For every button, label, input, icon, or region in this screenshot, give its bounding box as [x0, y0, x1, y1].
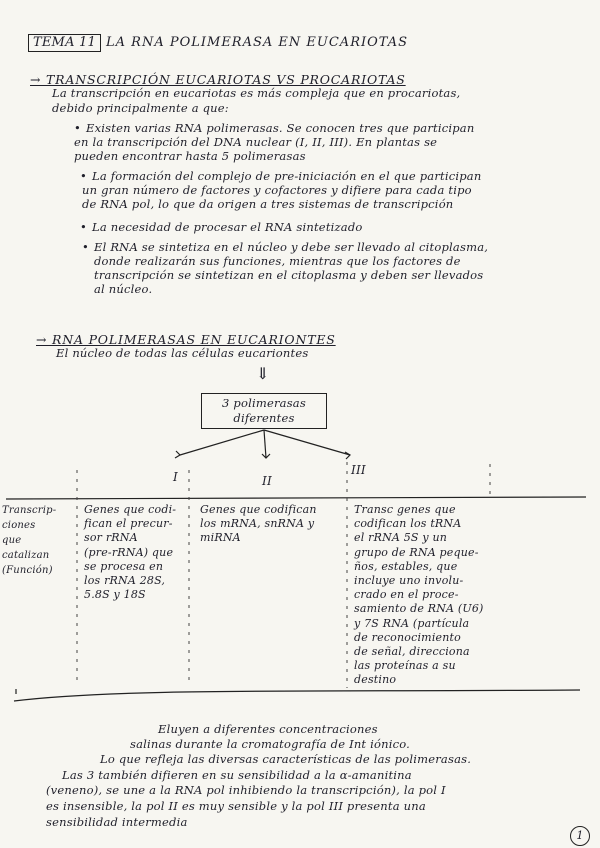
- bullet-item: • El RNA se sintetiza en el núcleo y debe ser llevado al citoplasma, donde realizarán sus funciones, mientras que los factores de transcripción se sintetizan en el citoplasma y deben ser llevados al núcleo.: [94, 240, 600, 296]
- bullet-item: • La formación del complejo de pre-iniciación en el que participan un gran número de factores y cofactores y difiere para cada tipo de RNA pol, lo que da origen a tres sistemas de transcripción: [92, 169, 600, 211]
- intro-line-2: debido principalmente a que:: [52, 101, 229, 115]
- pol-ii-description: Genes que codifican los mRNA, snRNA y miRNA: [200, 503, 317, 545]
- section-heading-transcription: → TRANSCRIPCIÓN EUCARIOTAS VS PROCARIOTAS: [30, 72, 406, 87]
- bullet-item: • Existen varias RNA polimerasas. Se conocen tres que participan en la transcripción del DNA nuclear (I, II, III). En plantas se pueden encontrar hasta 5 polimerasas: [86, 121, 596, 163]
- bullet-item: • La necesidad de procesar el RNA sintetizado: [92, 220, 600, 234]
- footer-line: Las 3 también difieren en su sensibilidad a la α-amanitina: [62, 768, 412, 782]
- footer-line: Lo que refleja las diversas características de las polimerasas.: [100, 752, 472, 766]
- section-heading-polymerases: → RNA POLIMERASAS EN EUCARIONTES: [36, 332, 336, 347]
- topic-number: TEMA 11: [33, 35, 96, 50]
- polymerase-label-iii: III: [351, 463, 366, 477]
- page-title: LA RNA POLIMERASA EN EUCARIOTAS: [106, 35, 409, 50]
- pol-iii-description: Transc genes que codifican los tRNA el rRNA 5S y un grupo de RNA peque- ños, estables, que incluye uno involu- crado en el proce- samiento de RNA (U6) y 7S RNA (partícula de reconocimiento de señal, direcciona las proteínas a su destino: [354, 503, 484, 687]
- page-number: 1: [570, 826, 590, 846]
- row-label-function: Transcrip- ciones que catalizan (Función): [2, 505, 57, 576]
- polymerase-label-ii: II: [262, 474, 272, 488]
- footer-line: Eluyen a diferentes concentraciones: [158, 722, 378, 736]
- footer-line: sensibilidad intermedia: [46, 815, 188, 829]
- footer-line: es insensible, la pol II es muy sensible y la pol III presenta una: [46, 799, 426, 813]
- polymerase-label-i: I: [173, 470, 178, 484]
- nucleus-subheading: El núcleo de todas las células eucariontes: [56, 346, 309, 360]
- pol-i-description: Genes que codi- fican el precur- sor rRNA (pre-rRNA) que se procesa en los rRNA 28S, 5.8S y 18S: [84, 503, 177, 602]
- footer-line: (veneno), se une a la RNA pol inhibiendo la transcripción), la pol I: [46, 783, 446, 797]
- down-arrow-icon: ⇓: [256, 364, 270, 383]
- intro-line-1: La transcripción en eucariotas es más compleja que en procariotas,: [52, 86, 461, 100]
- footer-line: salinas durante la cromatografía de Int iónico.: [130, 737, 411, 751]
- polymerases-box: 3 polimerasas diferentes: [201, 393, 327, 429]
